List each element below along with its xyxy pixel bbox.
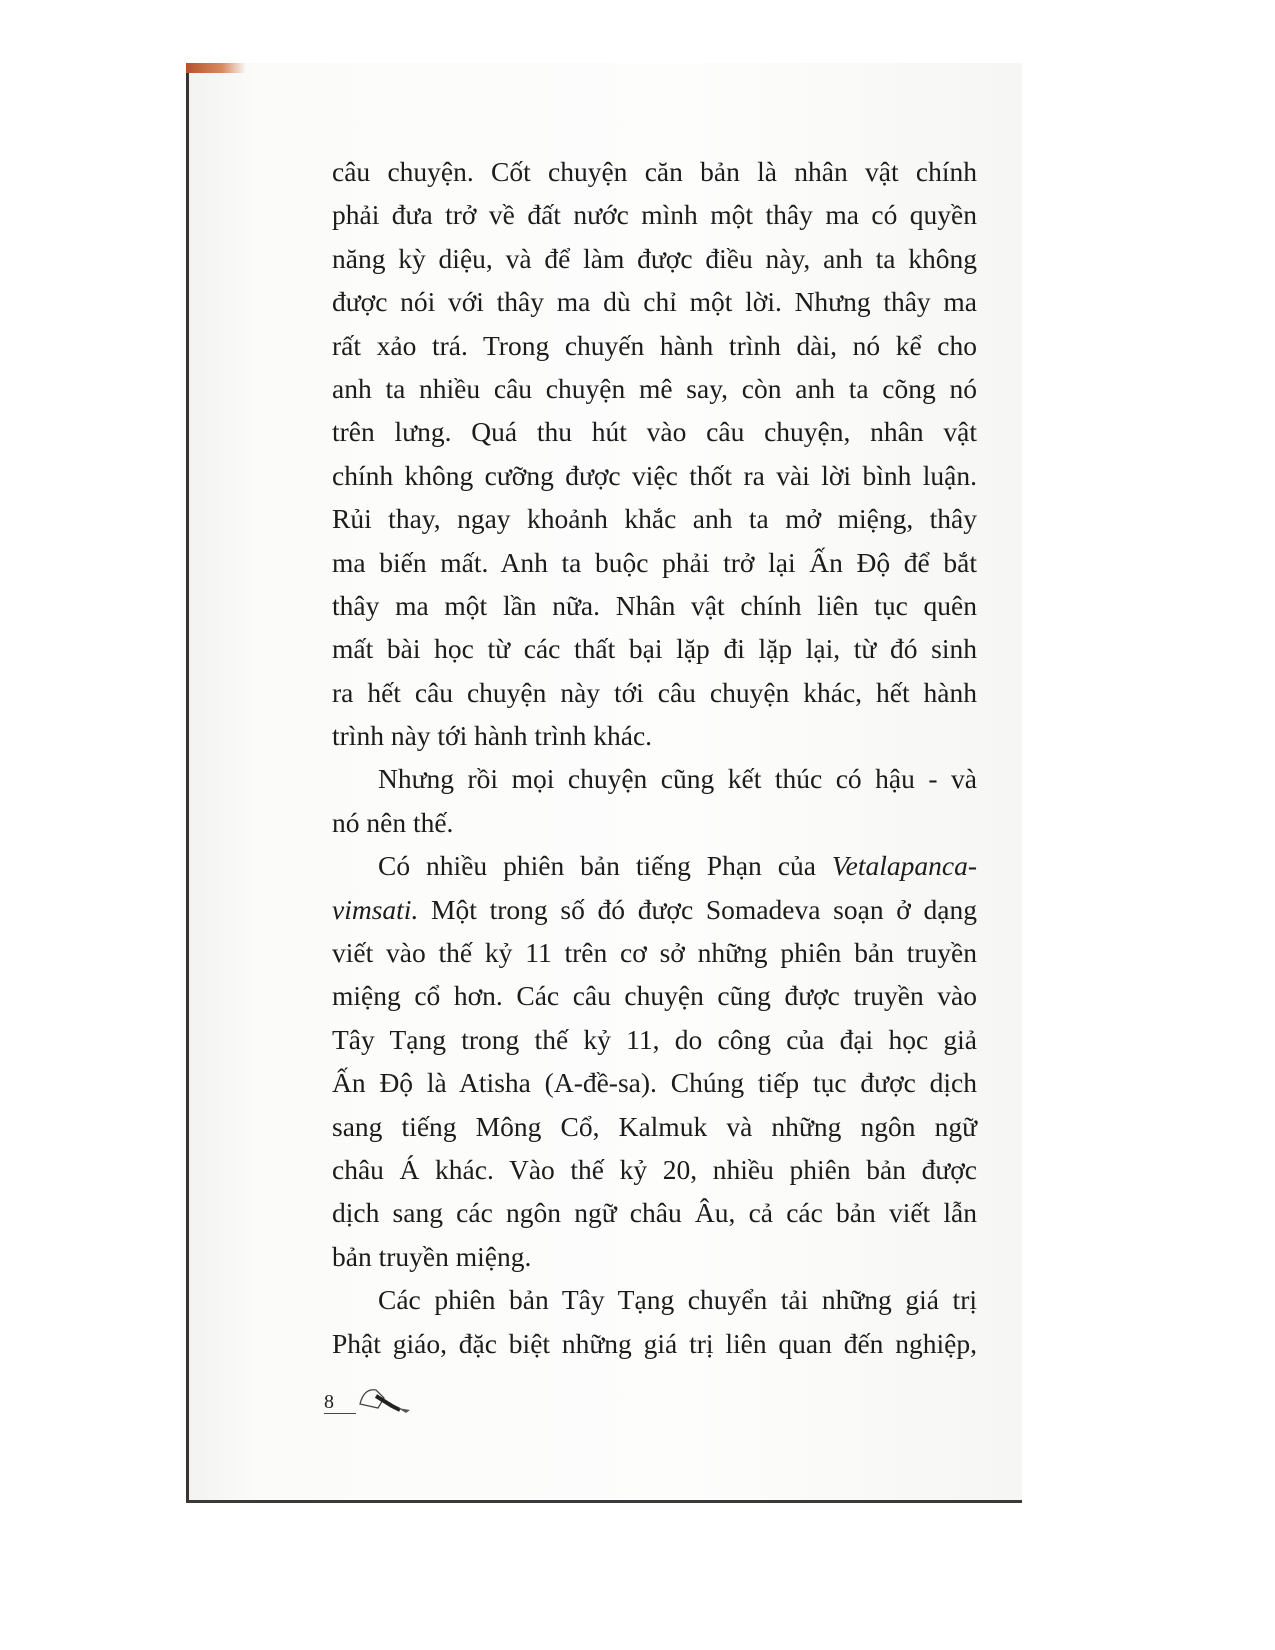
line-text: phải đưa trở về đất nước mình một thây ma có quyền — [332, 199, 977, 231]
line-text: rất xảo trá. Trong chuyến hành trình dài, nó kể cho — [332, 329, 977, 361]
text-line — [332, 1148, 977, 1191]
text-line — [332, 757, 977, 800]
line-text: trên lưng. Quá thu hút vào câu chuyện, nhân vật — [332, 416, 977, 448]
line-text: ma biến mất. Anh ta buộc phải trở lại Ấn Độ để bắt — [332, 546, 977, 578]
text-line — [332, 367, 977, 410]
text-line — [332, 1322, 977, 1365]
line-text: dịch sang các ngôn ngữ châu Âu, cả các bản viết lẫn — [332, 1197, 977, 1229]
line-text: Ấn Độ là Atisha (A-đề-sa). Chúng tiếp tục được dịch — [332, 1067, 977, 1099]
line-text: Một trong số đó được Somadeva soạn ở dạng — [418, 893, 977, 925]
text-line — [332, 888, 977, 931]
line-text: viết vào thế kỷ 11 trên cơ sở những phiên bản truyền — [332, 937, 977, 969]
text-line — [332, 280, 977, 323]
text-line — [332, 1105, 977, 1148]
line-text: nó nên thế. — [332, 806, 454, 838]
line-text: thây ma một lần nữa. Nhân vật chính liên tục quên — [332, 589, 977, 621]
text-line — [332, 801, 977, 844]
line-text: trình này tới hành trình khác. — [332, 720, 653, 752]
line-text: chính không cưỡng được việc thốt ra vài lời bình luận. — [332, 459, 977, 491]
text-line — [332, 410, 977, 453]
text-line — [332, 627, 977, 670]
italic-title-text: vimsati. — [332, 893, 419, 925]
line-text: Các phiên bản Tây Tạng chuyển tải những giá trị — [378, 1284, 977, 1316]
line-text: năng kỳ diệu, và để làm được điều này, anh ta không — [332, 242, 977, 274]
text-line — [332, 541, 977, 584]
line-text: miệng cổ hơn. Các câu chuyện cũng được truyền vào — [332, 980, 977, 1012]
text-line — [332, 844, 977, 887]
line-text: mất bài học từ các thất bại lặp đi lặp lại, từ đó sinh — [332, 633, 977, 665]
text-line — [332, 237, 977, 280]
page-footer — [324, 1384, 412, 1414]
page-number: 8 — [324, 1391, 356, 1414]
ornament-sketch-icon — [356, 1384, 412, 1414]
book-cover-corner — [186, 63, 246, 73]
text-line — [332, 974, 977, 1017]
text-line — [332, 324, 977, 367]
italic-title-text: Vetalapanca- — [831, 850, 977, 882]
text-line — [332, 1061, 977, 1104]
line-text: châu Á khác. Vào thế kỷ 20, nhiều phiên bản được — [332, 1153, 977, 1185]
line-text: bản truyền miệng. — [332, 1240, 532, 1272]
line-text: Tây Tạng trong thế kỷ 11, do công của đại học giả — [332, 1023, 977, 1055]
line-text: sang tiếng Mông Cổ, Kalmuk và những ngôn ngữ — [332, 1110, 977, 1142]
line-text: được nói với thây ma dù chỉ một lời. Nhưng thây ma — [332, 286, 977, 318]
line-text: Có nhiều phiên bản tiếng Phạn của — [378, 850, 832, 882]
line-text: Rủi thay, ngay khoảnh khắc anh ta mở miệng, thây — [332, 503, 977, 535]
line-text: ra hết câu chuyện này tới câu chuyện khác, hết hành — [332, 676, 977, 708]
line-text: Nhưng rồi mọi chuyện cũng kết thúc có hậu - và — [378, 763, 977, 795]
text-line — [332, 454, 977, 497]
text-line — [332, 150, 977, 193]
body-text — [332, 150, 977, 1365]
text-line — [332, 193, 977, 236]
line-text: Phật giáo, đặc biệt những giá trị liên quan đến nghiệp, — [332, 1327, 977, 1359]
text-line — [332, 1278, 977, 1321]
line-text: anh ta nhiều câu chuyện mê say, còn anh ta cõng nó — [332, 372, 977, 404]
line-text: câu chuyện. Cốt chuyện căn bản là nhân vật chính — [332, 156, 977, 187]
text-line — [332, 714, 977, 757]
text-line — [332, 671, 977, 714]
text-line — [332, 931, 977, 974]
text-line — [332, 1191, 977, 1234]
text-line — [332, 584, 977, 627]
text-line — [332, 1235, 977, 1278]
text-line — [332, 1018, 977, 1061]
text-line — [332, 497, 977, 540]
